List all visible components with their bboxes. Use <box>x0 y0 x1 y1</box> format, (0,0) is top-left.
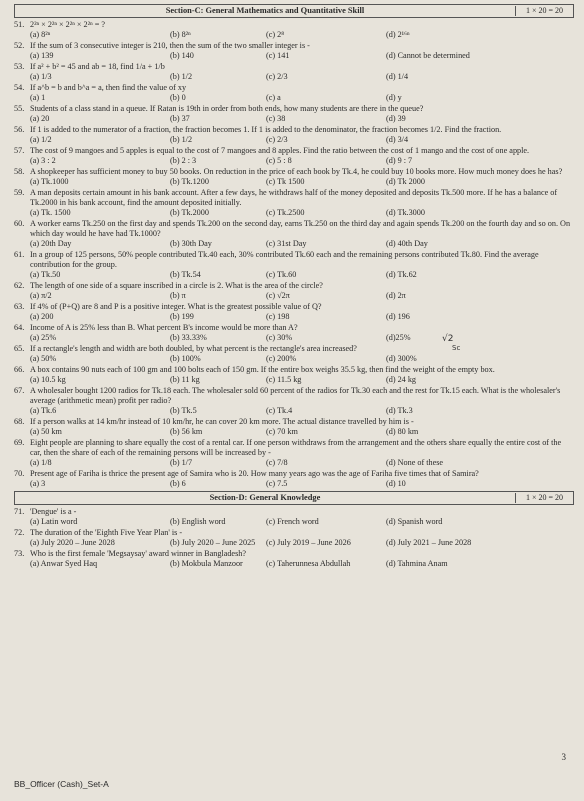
answer-options <box>14 538 574 548</box>
answer-option: (a) 10.5 kg <box>30 375 66 384</box>
question-item <box>14 146 574 166</box>
question-text: Who is the first female 'Megsaysay' award winner in Bangladesh? <box>30 549 246 558</box>
question-number: 58. <box>14 167 25 176</box>
question-item <box>14 188 574 218</box>
question-text: Students of a class stand in a queue. If Ratan is 19th in order from both ends, how many students are there in the queue? <box>30 104 424 113</box>
question-item <box>14 219 574 249</box>
answer-options <box>14 375 574 385</box>
answer-option: (b) 1/2 <box>170 72 193 81</box>
answer-option: (b) Tk.1200 <box>170 177 209 186</box>
answer-options <box>14 208 574 218</box>
answer-option: (a) π/2 <box>30 291 52 300</box>
answer-option: (c) 5 : 8 <box>266 156 292 165</box>
answer-option: (d) 1/4 <box>386 72 409 81</box>
answer-option: (b) Tk.2000 <box>170 208 209 217</box>
answer-option: (c) √2π <box>266 291 290 300</box>
answer-option: (c) 2/3 <box>266 72 288 81</box>
answer-option: (b) 100% <box>170 354 201 363</box>
question-number: 71. <box>14 507 25 516</box>
question-number: 63. <box>14 302 25 311</box>
question-stem <box>14 20 574 30</box>
answer-option: (d) July 2021 – June 2028 <box>386 538 472 547</box>
answer-option: (a) 8²ⁿ <box>30 30 51 39</box>
answer-option: (d) 2π <box>386 291 406 300</box>
answer-option: (c) 2/3 <box>266 135 288 144</box>
question-number: 68. <box>14 417 25 426</box>
question-number: 52. <box>14 41 25 50</box>
answer-option: (d) Cannot be determined <box>386 51 470 60</box>
answer-option: (b) 56 km <box>170 427 203 436</box>
answer-option: (b) π <box>170 291 186 300</box>
question-item <box>14 469 574 489</box>
answer-option: (b) 37 <box>170 114 190 123</box>
question-stem <box>14 250 574 270</box>
answer-options <box>14 30 574 40</box>
answer-option: (b) 140 <box>170 51 194 60</box>
question-number: 70. <box>14 469 25 478</box>
answer-option: (a) 1/2 <box>30 135 52 144</box>
question-stem <box>14 146 574 156</box>
answer-option: (b) 1/2 <box>170 135 193 144</box>
answer-option: (b) 199 <box>170 312 194 321</box>
answer-options <box>14 406 574 416</box>
answer-option: (d) Tk.3000 <box>386 208 425 217</box>
answer-option: (d) y <box>386 93 402 102</box>
answer-option: (c) Tk.60 <box>266 270 297 279</box>
question-text: If a rectangle's length and width are both doubled, by what percent is the rectangle's area increased? <box>30 344 357 353</box>
answer-option: (c) 7/8 <box>266 458 288 467</box>
answer-option: (d) 300% <box>386 354 417 363</box>
question-item <box>14 41 574 61</box>
answer-options <box>14 239 574 249</box>
answer-option: (c) 70 km <box>266 427 298 436</box>
answer-option: (c) 141 <box>266 51 290 60</box>
question-text: A worker earns Tk.250 on the first day and spends Tk.200 on the second day, earns Tk.250 on the third day and again spends Tk.200 on the fourth day and so on. On which day would he have had Tk.1000? <box>30 219 571 238</box>
question-stem <box>14 83 574 93</box>
question-number: 62. <box>14 281 25 290</box>
question-item <box>14 20 574 40</box>
question-text: If 1 is added to the numerator of a fraction, the fraction becomes 1. If 1 is added to the denominator, the fraction becomes 1/2. Find the fraction. <box>30 125 502 134</box>
section-d-title: Section-D: General Knowledge <box>209 492 321 502</box>
answer-option: (b) English word <box>170 517 226 526</box>
answer-option: (a) July 2020 – June 2028 <box>30 538 115 547</box>
section-c-questions <box>14 20 574 489</box>
question-stem <box>14 549 574 559</box>
question-item <box>14 302 574 322</box>
answer-option: (b) 6 <box>170 479 186 488</box>
answer-option: (b) 0 <box>170 93 186 102</box>
question-text: If a² + b² = 45 and ab = 18, find 1/a + 1/b <box>30 62 165 71</box>
question-text: If a person walks at 14 km/hr instead of 10 km/hr, he can cover 20 km more. The actual distance travelled by him is - <box>30 417 414 426</box>
section-d-questions <box>14 507 574 569</box>
handwritten-mark: √2 <box>442 334 454 344</box>
question-number: 73. <box>14 549 25 558</box>
answer-option: (c) Tk 1500 <box>266 177 305 186</box>
question-stem <box>14 438 574 458</box>
answer-options <box>14 354 574 364</box>
question-number: 69. <box>14 438 25 447</box>
question-item <box>14 250 574 280</box>
question-text: If the sum of 3 consecutive integer is 210, then the sum of the two smaller integer is - <box>30 41 310 50</box>
answer-option: (a) 50% <box>30 354 57 363</box>
question-stem <box>14 386 574 406</box>
answer-option: (d) Tk.3 <box>386 406 413 415</box>
answer-options <box>14 156 574 166</box>
answer-option: (c) 31st Day <box>266 239 307 248</box>
answer-option: (b) Tk.54 <box>170 270 201 279</box>
answer-option: (a) Latin word <box>30 517 78 526</box>
question-item <box>14 344 574 364</box>
answer-option: (c) Taherunnesa Abdullah <box>266 559 351 568</box>
answer-option: (d) Tk 2000 <box>386 177 425 186</box>
question-text: 2²ⁿ × 2²ⁿ × 2²ⁿ × 2²ⁿ = ? <box>30 20 105 29</box>
answer-option: (d) Spanish word <box>386 517 443 526</box>
answer-option: (b) 1/7 <box>170 458 193 467</box>
answer-option: (d)25% <box>386 333 411 342</box>
answer-option: (c) 11.5 kg <box>266 375 302 384</box>
answer-option: (d) 9 : 7 <box>386 156 413 165</box>
answer-option: (b) 30th Day <box>170 239 212 248</box>
answer-option: (a) Tk.1000 <box>30 177 69 186</box>
question-text: The duration of the 'Eighth Five Year Plan' is - <box>30 528 183 537</box>
answer-option: (a) Tk.6 <box>30 406 57 415</box>
answer-option: (a) 1/8 <box>30 458 52 467</box>
answer-options <box>14 177 574 187</box>
question-stem <box>14 469 574 479</box>
answer-option: (d) 80 km <box>386 427 419 436</box>
question-text: The length of one side of a square inscribed in a circle is 2. What is the area of the circle? <box>30 281 323 290</box>
question-item <box>14 281 574 301</box>
footer-label: BB_Officer (Cash)_Set-A <box>14 778 109 789</box>
answer-option: (d) 39 <box>386 114 406 123</box>
answer-options <box>14 114 574 124</box>
question-number: 59. <box>14 188 25 197</box>
question-text: Present age of Fariha is thrice the present age of Samira who is 20. How many years ago was the age of Fariha five times that of Samira? <box>30 469 479 478</box>
question-item <box>14 528 574 548</box>
answer-option: (a) 3 <box>30 479 46 488</box>
question-stem <box>14 104 574 114</box>
answer-option: (a) 3 : 2 <box>30 156 56 165</box>
question-number: 65. <box>14 344 25 353</box>
answer-option: (b) July 2020 – June 2025 <box>170 538 256 547</box>
question-text: In a group of 125 persons, 50% people contributed Tk.40 each, 30% contributed Tk.60 each and the remaining persons contributed Tk.80. Find the average contribution for the group. <box>30 250 539 269</box>
question-item <box>14 167 574 187</box>
question-text: If 4% of (P+Q) are 8 and P is a positive integer. What is the greatest possible value of Q? <box>30 302 322 311</box>
section-d-marks: 1 × 20 = 20 <box>515 493 573 503</box>
answer-option: (b) 8²ⁿ <box>170 30 191 39</box>
answer-option: (c) 30% <box>266 333 293 342</box>
question-item <box>14 83 574 103</box>
question-text: 'Dengue' is a - <box>30 507 77 516</box>
question-text: A box contains 90 nuts each of 100 gm and 100 bolts each of 150 gm. If the entire box weighs 35.5 kg, then find the weight of the empty box. <box>30 365 495 374</box>
answer-options <box>14 270 574 280</box>
question-stem <box>14 125 574 135</box>
question-text: A shopkeeper has sufficient money to buy 50 books. On reduction in the price of each book by Tk.4, he could buy 10 books more. How much money does he has? <box>30 167 563 176</box>
question-number: 66. <box>14 365 25 374</box>
question-stem <box>14 281 574 291</box>
question-stem <box>14 188 574 208</box>
question-text: Income of A is 25% less than B. What percent B's income would be more than A? <box>30 323 298 332</box>
answer-options <box>14 517 574 527</box>
answer-option: (a) 20th Day <box>30 239 72 248</box>
section-c-title: Section-C: General Mathematics and Quantitative Skill <box>165 5 365 15</box>
answer-option: (a) 1/3 <box>30 72 52 81</box>
question-item <box>14 417 574 437</box>
answer-options <box>14 479 574 489</box>
question-stem <box>14 219 574 239</box>
question-number: 64. <box>14 323 25 332</box>
answer-option: (a) 25% <box>30 333 57 342</box>
question-text: The cost of 9 mangoes and 5 apples is equal to the cost of 7 mangoes and 8 apples. Find the ratio between the cost of 1 mango and the cost of one apple. <box>30 146 530 155</box>
answer-option: (c) 7.5 <box>266 479 288 488</box>
answer-option: (d) Tk.62 <box>386 270 417 279</box>
answer-option: (c) Tk.4 <box>266 406 293 415</box>
answer-option: (d) 10 <box>386 479 406 488</box>
question-item <box>14 125 574 145</box>
answer-option: (d) Tahmina Anam <box>386 559 448 568</box>
question-stem <box>14 323 574 333</box>
answer-option: (a) 200 <box>30 312 54 321</box>
question-item <box>14 62 574 82</box>
question-number: 57. <box>14 146 25 155</box>
question-item <box>14 386 574 416</box>
answer-option: (b) Tk.5 <box>170 406 197 415</box>
answer-options <box>14 458 574 468</box>
answer-options <box>14 135 574 145</box>
answer-option: (d) None of these <box>386 458 444 467</box>
section-d-header <box>14 491 574 505</box>
answer-option: (c) French word <box>266 517 319 526</box>
question-number: 60. <box>14 219 25 228</box>
answer-option: (d) 3/4 <box>386 135 409 144</box>
section-c-marks: 1 × 20 = 20 <box>515 6 573 16</box>
answer-option: (c) 38 <box>266 114 286 123</box>
question-stem <box>14 365 574 375</box>
answer-option: (d) 24 kg <box>386 375 417 384</box>
answer-option: (a) 50 km <box>30 427 62 436</box>
answer-options <box>14 291 574 301</box>
answer-option: (c) 200% <box>266 354 297 363</box>
answer-options <box>14 72 574 82</box>
question-number: 61. <box>14 250 25 259</box>
question-stem <box>14 528 574 538</box>
answer-options <box>14 427 574 437</box>
question-stem <box>14 167 574 177</box>
answer-option: (a) Anwar Syed Haq <box>30 559 98 568</box>
question-stem <box>14 417 574 427</box>
question-number: 54. <box>14 83 25 92</box>
answer-option: (b) 11 kg <box>170 375 200 384</box>
question-item <box>14 507 574 527</box>
section-c-header <box>14 4 574 18</box>
question-text: Eight people are planning to share equally the cost of a rental car. If one person withdraws from the arrangement and the others share equally the entire cost of the car, then the share of each of the remaining persons will be increased by - <box>30 438 562 457</box>
question-number: 72. <box>14 528 25 537</box>
question-number: 53. <box>14 62 25 71</box>
answer-option: (c) a <box>266 93 281 102</box>
question-stem <box>14 344 574 354</box>
page-number: 3 <box>561 752 566 763</box>
question-item <box>14 365 574 385</box>
question-text: A man deposits certain amount in his bank account. After a few days, he withdraws half of the money deposited and deposits Tk.500 more. If he has a balance of Tk.2000 in his bank account, find the amount deposited initially. <box>30 188 558 207</box>
question-item <box>14 549 574 569</box>
question-number: 67. <box>14 386 25 395</box>
question-item <box>14 438 574 468</box>
answer-options <box>14 312 574 322</box>
question-text: If a^b = b and b^a = a, then find the value of xy <box>30 83 187 92</box>
answer-option: (b) 2 : 3 <box>170 156 197 165</box>
answer-option: (a) 139 <box>30 51 54 60</box>
answer-options <box>14 333 574 343</box>
answer-option: (d) 196 <box>386 312 410 321</box>
question-stem <box>14 302 574 312</box>
answer-option: (d) 40th Day <box>386 239 428 248</box>
answer-option: (c) 198 <box>266 312 290 321</box>
answer-option: (a) Tk. 1500 <box>30 208 71 217</box>
question-text: A wholesaler bought 1200 radios for Tk.18 each. The wholesaler sold 60 percent of the radios for Tk.30 each and the rest for Tk.15 each. What is the wholesaler's average (arithmetic mean) profit per radio? <box>30 386 561 405</box>
answer-options <box>14 93 574 103</box>
question-item <box>14 104 574 124</box>
answer-option: (c) 2⁸ <box>266 30 285 39</box>
question-item <box>14 323 574 343</box>
question-number: 56. <box>14 125 25 134</box>
answer-option: (d) 2¹⁶ⁿ <box>386 30 410 39</box>
answer-options <box>14 51 574 61</box>
question-number: 55. <box>14 104 25 113</box>
question-stem <box>14 41 574 51</box>
answer-option: (c) Tk.2500 <box>266 208 305 217</box>
answer-option: (a) 20 <box>30 114 50 123</box>
handwritten-mark: Sc <box>452 344 461 352</box>
question-stem <box>14 62 574 72</box>
answer-option: (a) Tk.50 <box>30 270 61 279</box>
question-stem <box>14 507 574 517</box>
answer-option: (b) Mokbula Manzoor <box>170 559 243 568</box>
answer-option: (c) July 2019 – June 2026 <box>266 538 351 547</box>
answer-option: (b) 33.33% <box>170 333 207 342</box>
answer-option: (a) 1 <box>30 93 46 102</box>
question-number: 51. <box>14 20 25 29</box>
answer-options <box>14 559 574 569</box>
